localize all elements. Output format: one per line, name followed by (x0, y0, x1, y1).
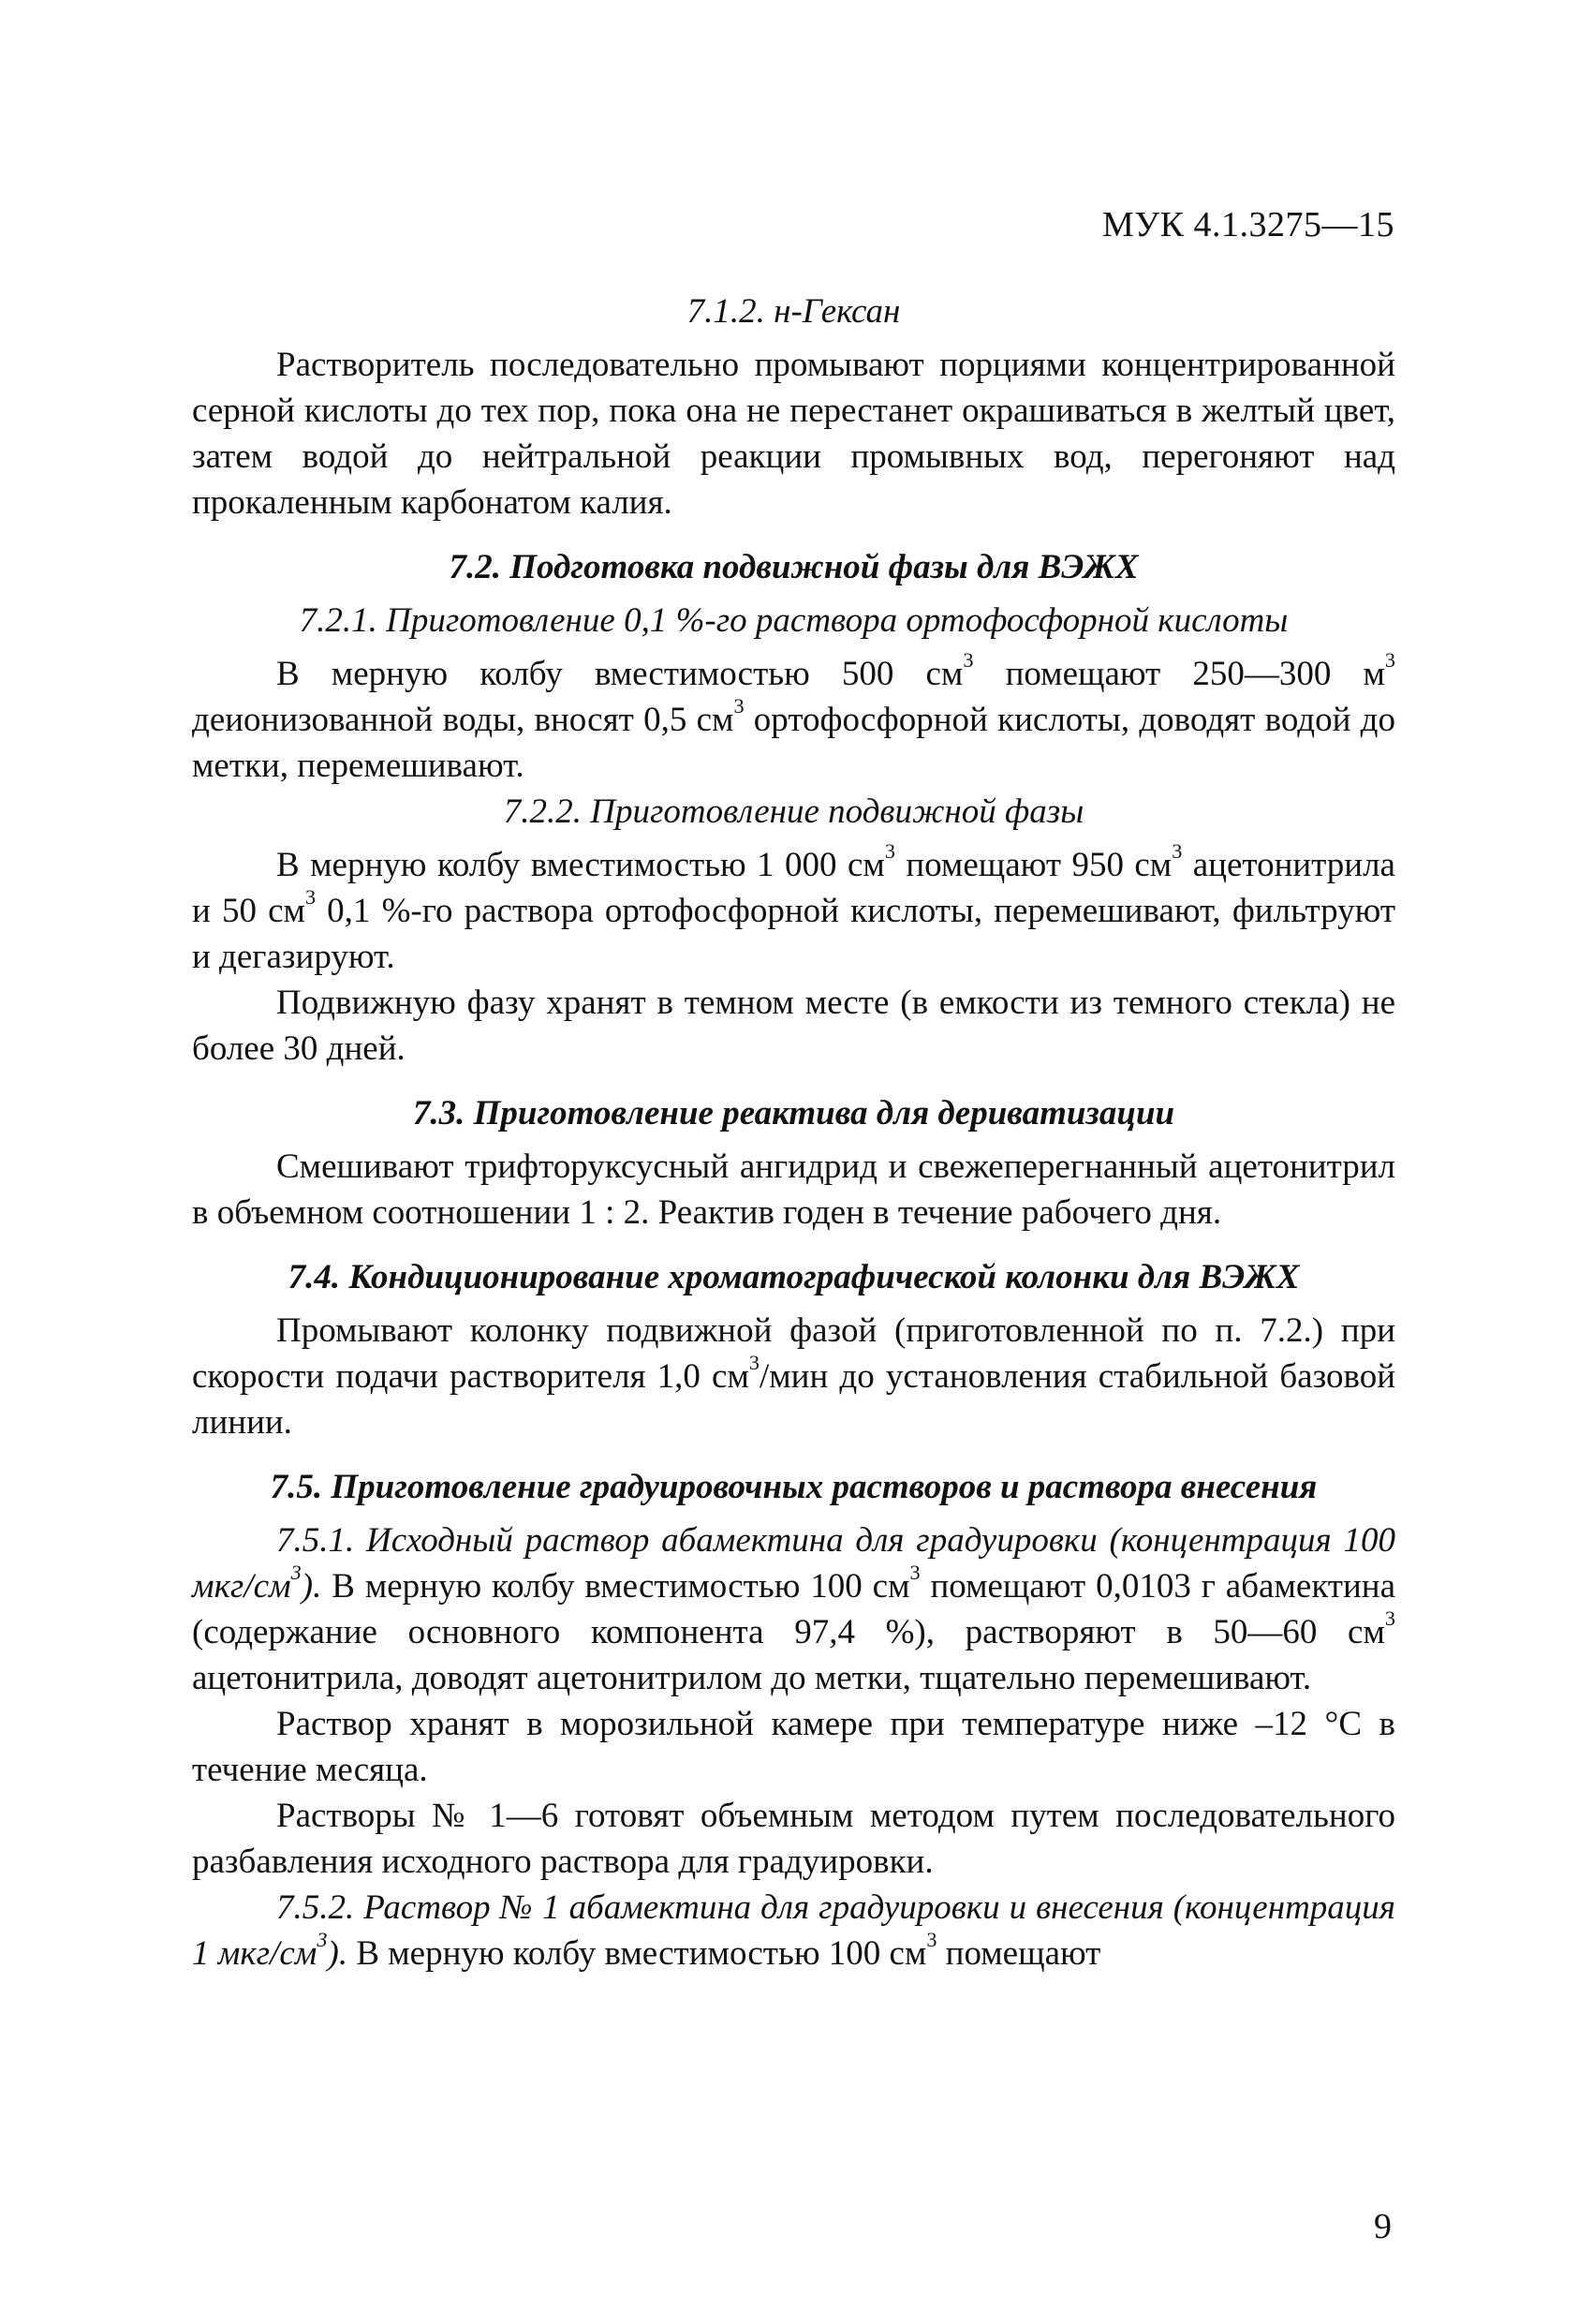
text-segment: помещают (937, 1934, 1101, 1973)
text-segment: ортофосфорной кислоты, доводят водой до метки, перемешивают. (192, 701, 1395, 785)
paragraph-7-2-2-a (192, 839, 1395, 980)
paragraph-7-3: Смешивают трифторуксусный ангидрид и свежеперегнанный ацетонитрил в объемном соотношении 1 : 2. Реактив годен в течение рабочего дня. (192, 1147, 1395, 1232)
text-segment: Промывают колонку подвижной фазой (приготовленной по п. 7.2.) при скорости подачи растворителя 1,0 см (192, 1311, 1395, 1396)
text-segment: В мерную колбу вместимостью 500 см (276, 655, 964, 693)
superscript: 3 (909, 1561, 921, 1585)
heading-7-5: 7.5. Приготовление градуировочных растворов и раствора внесения (270, 1468, 1318, 1506)
text-segment: помещают 0,0103 г абамектина (содержание основного компонента 97,4 %), растворяют в 50—60 см (192, 1567, 1395, 1651)
paragraph-hexane: Растворитель последовательно промывают порциями концентрированной серной кислоты до тех пор, пока она не перестанет окрашиваться в желтый цвет, затем водой до нейтральной реакции промывных вод, перегоняют над прокаленным карбонатом калия. (192, 346, 1395, 522)
text-segment: ацетонитрила, доводят ацетонитрилом до метки, тщательно перемешивают. (192, 1659, 1312, 1697)
paragraph-storage: Раствор хранят в морозильной камере при температуре ниже –12 °С в течение месяца. (192, 1705, 1395, 1789)
superscript: 3 (304, 885, 317, 910)
text-segment: 0,1 %-го раствора ортофосфорной кислоты, перемешивают, фильтруют и дегазируют. (192, 892, 1395, 976)
page-content (192, 289, 1395, 1976)
heading-7-2-1: 7.2.1. Приготовление 0,1 %-го раствора ортофосфорной кислоты (299, 601, 1289, 640)
text-segment: ацетонитрила и 50 см (192, 846, 1395, 930)
text-segment: В мерную колбу вместимостью 100 см (321, 1567, 910, 1606)
text-segment: помещают 250—300 м (973, 655, 1385, 693)
heading-7-4: 7.4. Кондиционирование хроматографической колонки для ВЭЖХ (288, 1258, 1300, 1296)
paragraph-7-5-2 (192, 1885, 1395, 1976)
superscript: 3 (963, 648, 974, 673)
text-segment: В мерную колбу вместимостью 100 см (347, 1934, 927, 1973)
superscript: 3 (733, 694, 745, 718)
superscript: 3 (748, 1351, 760, 1375)
superscript: 3 (1384, 1606, 1395, 1631)
paragraph-7-2-2-b: Подвижную фазу хранят в темном месте (в емкости из темного стекла) не более 30 дней. (192, 984, 1395, 1068)
superscript: 3 (1384, 648, 1395, 673)
paragraph-solutions: Растворы № 1—6 готовят объемным методом путем последовательного разбавления исходного раствора для градуировки. (192, 1797, 1395, 1881)
superscript: 3 (926, 1928, 937, 1952)
document-code: МУК 4.1.3275—15 (1101, 205, 1394, 244)
page-number: 9 (1374, 2207, 1392, 2246)
superscript: 3 (317, 1928, 328, 1952)
superscript: 3 (884, 839, 895, 864)
text-segment: помещают 950 см (894, 846, 1173, 884)
paragraph-7-2-1 (192, 648, 1395, 789)
text-segment: ). (327, 1934, 348, 1973)
text-segment: 7.5.2. Раствор № 1 абамектина для градуировки и внесения (концентрация 1 мкг/см (192, 1888, 1395, 1973)
paragraph-7-5-1 (192, 1517, 1395, 1701)
text-segment: В мерную колбу вместимостью 1 000 см (276, 846, 885, 884)
superscript: 3 (290, 1561, 302, 1585)
paragraph-7-4 (192, 1308, 1395, 1445)
text-segment: деионизованной воды, вносят 0,5 см (192, 701, 734, 739)
text-segment: 7.5.1. Исходный раствор абамектина для градуировки (концентрация 100 мкг/см (192, 1521, 1395, 1606)
text-segment: /мин до установления стабильной базовой линии. (192, 1357, 1396, 1442)
heading-7-2: 7.2. Подготовка подвижной фазы для ВЭЖХ (449, 548, 1139, 586)
heading-7-3: 7.3. Приготовление реактива для дериватизации (412, 1094, 1175, 1132)
superscript: 3 (1172, 839, 1183, 864)
text-segment: ). (301, 1567, 322, 1606)
heading-7-1-2: 7.1.2. н-Гексан (686, 292, 901, 331)
heading-7-2-2: 7.2.2. Приготовление подвижной фазы (503, 792, 1084, 831)
